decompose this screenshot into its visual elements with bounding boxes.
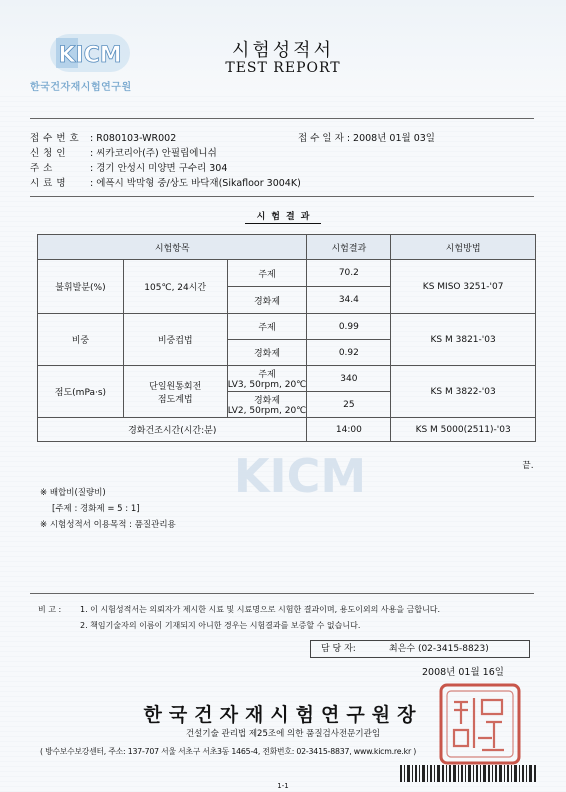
nonvolatile-method: KS MISO 3251-'07 bbox=[391, 260, 536, 314]
logo-subtitle: 한국건자재시험연구원 bbox=[30, 82, 132, 93]
nonvolatile-item: 불휘발분(%) bbox=[38, 260, 124, 314]
table-row bbox=[38, 314, 536, 340]
institute-name: 한국건자재시험연구원장 bbox=[143, 704, 423, 726]
drying-item: 경화건조시간(시간:분) bbox=[38, 418, 307, 442]
viscosity-part-base bbox=[227, 366, 307, 392]
header-divider bbox=[30, 118, 534, 119]
section-title: 시험결과 bbox=[0, 209, 566, 222]
header-result: 시험결과 bbox=[307, 235, 391, 260]
sample-row bbox=[30, 175, 301, 189]
report-title-english: TEST REPORT bbox=[225, 60, 341, 76]
address-label: 주소 bbox=[30, 163, 57, 174]
receipt-number-label: 접수번호 bbox=[30, 133, 83, 144]
gravity-condition: 비중컵법 bbox=[123, 314, 227, 366]
applicant-label: 신청인 bbox=[30, 148, 70, 159]
viscosity-result-hardener: 25 bbox=[307, 392, 391, 418]
receipt-number-value: : R080103-WR002 bbox=[90, 133, 177, 144]
viscosity-part-base-spec: LV3, 50rpm, 20℃ bbox=[227, 380, 307, 390]
viscosity-part-hardener-label: 경화제 bbox=[253, 396, 281, 406]
viscosity-condition-line1: 단일원통회전 bbox=[149, 381, 202, 392]
receipt-date-label: 접 수 일 자 bbox=[298, 133, 344, 144]
gravity-item: 비중 bbox=[38, 314, 124, 366]
viscosity-method: KS M 3822-'03 bbox=[391, 366, 536, 418]
gravity-method: KS M 3821-'03 bbox=[391, 314, 536, 366]
header-method: 시험방법 bbox=[391, 235, 536, 260]
issue-date: 2008년 01월 16일 bbox=[422, 667, 504, 678]
results-table bbox=[37, 234, 536, 442]
contact-value: 최은수 (02-3415-8823) bbox=[389, 644, 489, 654]
footer-address: ( 방수보수보강센터, 주소: 137-707 서울 서초구 서초3동 1465-4, 전화번호: 02-3415-8837, www.kicm.re.kr ) bbox=[40, 747, 417, 756]
table-row bbox=[38, 260, 536, 287]
gravity-result-hardener: 0.92 bbox=[307, 340, 391, 366]
nonvolatile-part-hardener: 경화제 bbox=[227, 287, 307, 314]
viscosity-part-base-label: 주제 bbox=[258, 370, 276, 380]
applicant-value: : 씨카코리아(주) 안필립에니쉬 bbox=[90, 148, 217, 159]
table-header-row bbox=[38, 235, 536, 260]
table-row bbox=[38, 418, 536, 442]
viscosity-condition-line2: 점도계법 bbox=[157, 394, 193, 405]
mix-ratio-value: [주제 : 경화제 = 5 : 1] bbox=[52, 504, 140, 514]
contact-box bbox=[310, 640, 530, 658]
nonvolatile-result-hardener: 34.4 bbox=[307, 287, 391, 314]
gravity-part-base: 주제 bbox=[227, 314, 307, 340]
sample-label: 시료명 bbox=[30, 178, 70, 189]
drying-result: 14:00 bbox=[307, 418, 391, 442]
drying-method: KS M 5000(2511)-'03 bbox=[391, 418, 536, 442]
mix-ratio-label: ※ 배합비(질량비) bbox=[40, 488, 106, 498]
kicm-watermark bbox=[205, 450, 395, 500]
receipt-number-row bbox=[30, 130, 176, 144]
nonvolatile-result-base: 70.2 bbox=[307, 260, 391, 287]
end-mark: 끝. bbox=[522, 461, 534, 471]
receipt-date-row bbox=[298, 130, 435, 144]
remarks-divider bbox=[30, 593, 534, 594]
gravity-result-base: 0.99 bbox=[307, 314, 391, 340]
sample-value: : 에폭시 박막형 중/상도 바닥재(Sikafloor 3004K) bbox=[90, 178, 301, 189]
info-divider bbox=[30, 196, 534, 197]
table-row bbox=[38, 366, 536, 392]
logo-text: KICM bbox=[58, 43, 122, 68]
report-purpose: ※ 시험성적서 이용목적 : 품질관리용 bbox=[40, 520, 176, 530]
remark-line-2: 2. 책임기술자의 이름이 기재되지 아니한 경우는 시험결과를 보증할 수 없습니다. bbox=[80, 621, 361, 630]
applicant-row bbox=[30, 145, 217, 159]
nonvolatile-part-base: 주제 bbox=[227, 260, 307, 287]
watermark-text: KICM bbox=[233, 450, 367, 500]
receipt-date-value: : 2008년 01월 03일 bbox=[346, 133, 435, 144]
report-title-korean: 시험성적서 bbox=[232, 40, 334, 61]
gravity-part-hardener: 경화제 bbox=[227, 340, 307, 366]
barcode bbox=[400, 765, 538, 782]
address-value: : 경기 안성시 미양면 구수리 304 bbox=[90, 163, 228, 174]
nonvolatile-condition: 105℃, 24시간 bbox=[123, 260, 227, 314]
viscosity-item: 점도(mPa·s) bbox=[38, 366, 124, 418]
legal-basis: 건설기술 관리법 제25조에 의한 품질검사전문기관임 bbox=[185, 729, 381, 739]
remark-line-1: 1. 이 시험성적서는 의뢰자가 제시한 시료 및 시료명으로 시험한 결과이며, 용도이외의 사용을 금합니다. bbox=[80, 605, 441, 614]
viscosity-part-hardener-spec: LV2, 50rpm, 20℃ bbox=[227, 406, 307, 416]
viscosity-part-hardener bbox=[227, 392, 307, 418]
remarks-label: 비 고 : bbox=[38, 605, 62, 614]
viscosity-condition bbox=[123, 366, 227, 418]
page-number: 1-1 bbox=[277, 782, 289, 790]
header-item: 시험항목 bbox=[38, 235, 307, 260]
viscosity-result-base: 340 bbox=[307, 366, 391, 392]
contact-label: 담 당 자: bbox=[321, 644, 356, 654]
address-row bbox=[30, 160, 227, 174]
